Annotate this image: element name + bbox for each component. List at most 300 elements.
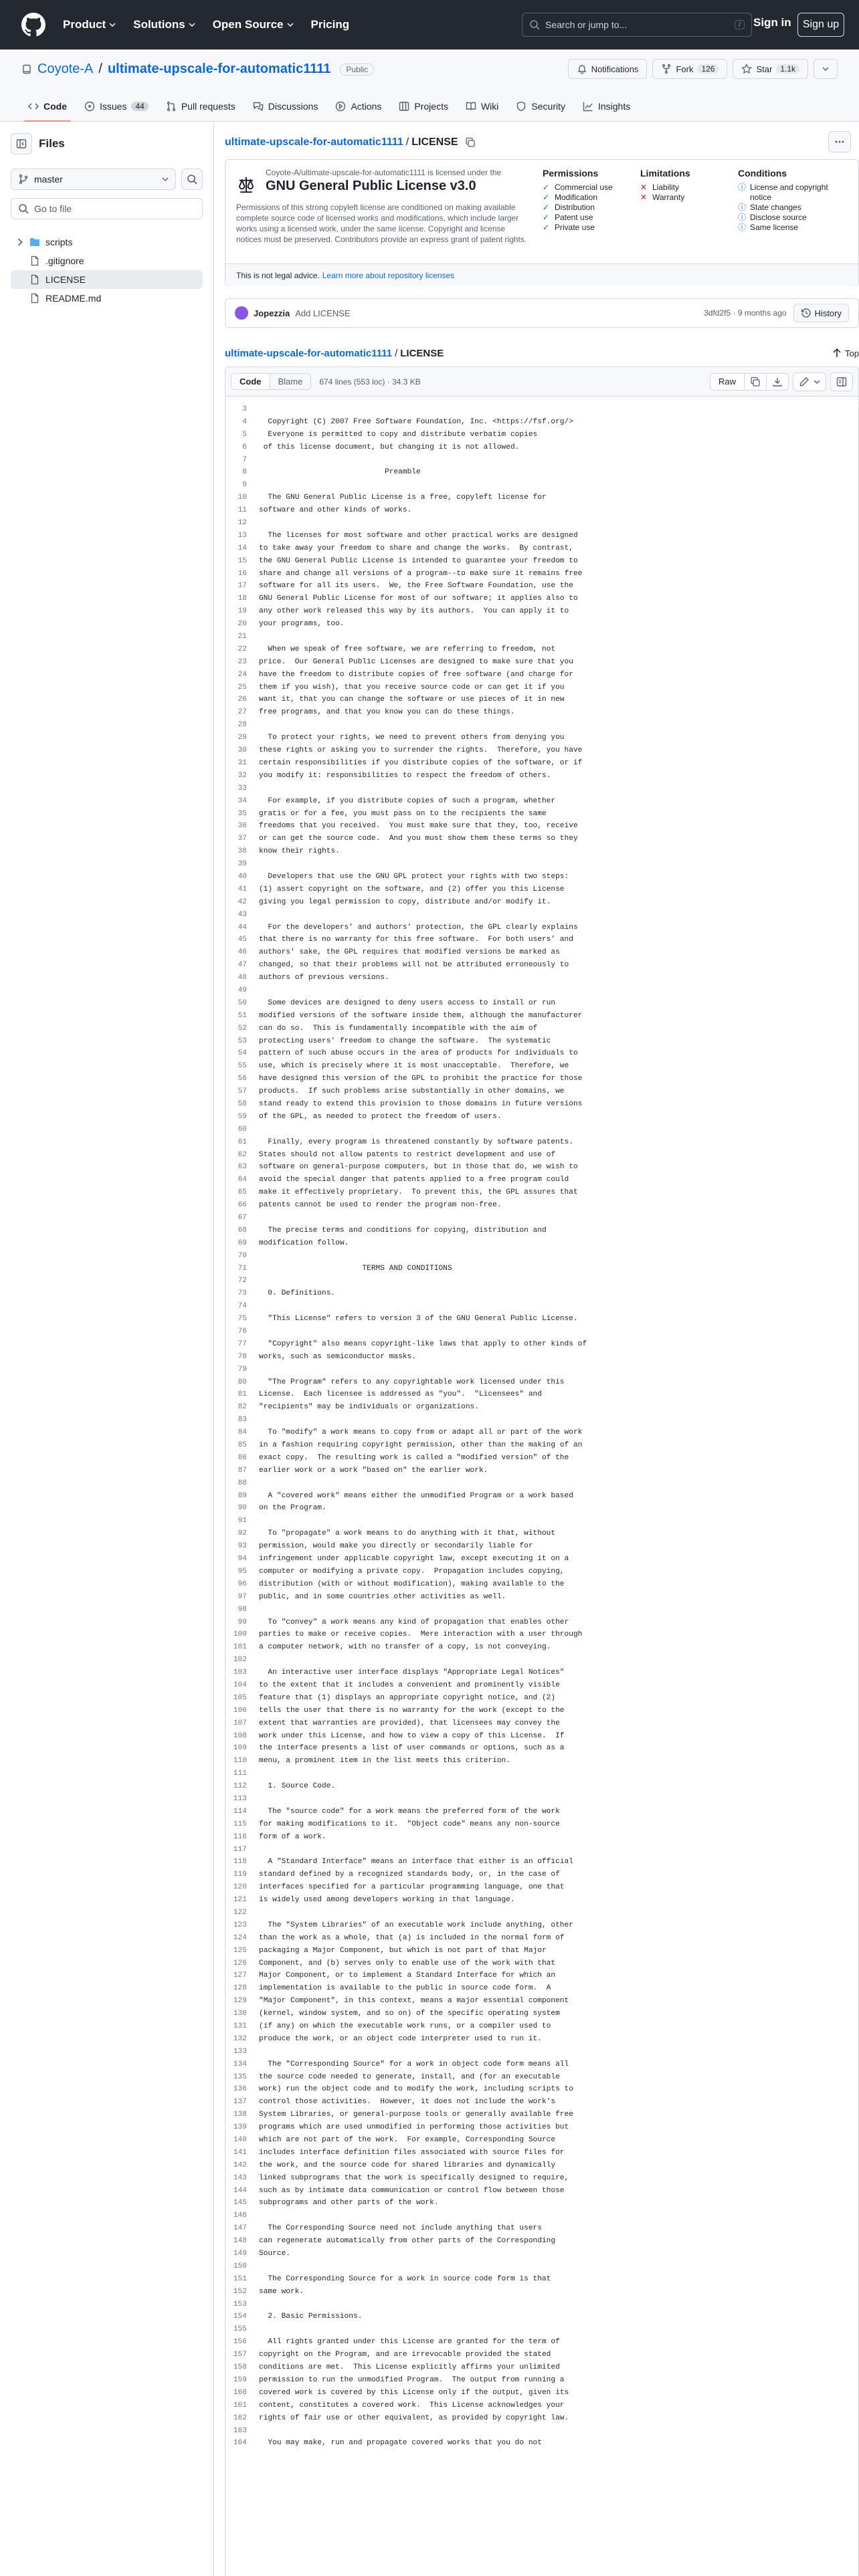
- tab-wiki[interactable]: [459, 91, 505, 122]
- line-number[interactable]: 129: [233, 1997, 247, 2006]
- line-number[interactable]: 120: [233, 1883, 247, 1892]
- line-number[interactable]: 87: [237, 1466, 247, 1475]
- line-number[interactable]: 91: [237, 1517, 247, 1525]
- line-number[interactable]: 132: [233, 2034, 247, 2043]
- edit-file-button[interactable]: [793, 372, 826, 391]
- line-text: System Libraries, or general-purpose tools or generally available free: [259, 2111, 573, 2119]
- line-number[interactable]: 102: [233, 1656, 247, 1665]
- line-number[interactable]: 109: [233, 1744, 247, 1753]
- line-number[interactable]: 104: [233, 1681, 247, 1689]
- code-line: [225, 2260, 858, 2273]
- fork-icon: [661, 64, 672, 74]
- line-number[interactable]: 84: [237, 1428, 247, 1437]
- chevron-down-icon: [814, 379, 820, 385]
- line-text: To "propagate" a work means to do anything with it that, without: [259, 1529, 556, 1538]
- avatar[interactable]: [235, 306, 248, 320]
- nav-pricing[interactable]: [311, 18, 350, 31]
- line-number[interactable]: 12: [237, 519, 247, 528]
- line-number[interactable]: 62: [237, 1150, 247, 1159]
- line-number[interactable]: 159: [233, 2375, 247, 2384]
- license-footer: [225, 263, 858, 286]
- line-number[interactable]: 117: [233, 1845, 247, 1854]
- line-number[interactable]: 121: [233, 1896, 247, 1905]
- line-number[interactable]: 7: [242, 455, 247, 464]
- permissions-title: Permissions: [543, 168, 599, 179]
- line-number[interactable]: 64: [237, 1176, 247, 1184]
- code-line: [225, 1591, 858, 1604]
- line-number[interactable]: 151: [233, 2274, 247, 2283]
- arrow-up-icon: [832, 348, 842, 358]
- line-number[interactable]: 96: [237, 1580, 247, 1588]
- tree-item-scripts[interactable]: [11, 233, 203, 251]
- line-number[interactable]: 5: [242, 430, 247, 439]
- line-number[interactable]: 133: [233, 2047, 247, 2056]
- line-number[interactable]: 80: [237, 1378, 247, 1386]
- line-number[interactable]: 25: [237, 683, 247, 691]
- code-toolbar: [225, 367, 858, 397]
- search-files-button[interactable]: [181, 169, 203, 190]
- go-to-file-input[interactable]: [11, 198, 203, 219]
- code-line: [225, 2387, 858, 2399]
- notifications-button[interactable]: [568, 59, 648, 79]
- line-number[interactable]: 90: [237, 1504, 247, 1513]
- line-text: The Corresponding Source for a work in source code form is that: [259, 2274, 551, 2283]
- code-line: [225, 1010, 858, 1023]
- line-text: avoid the special danger that patents applied to a free program could: [259, 1176, 569, 1184]
- line-number[interactable]: 45: [237, 936, 247, 944]
- condition-label: Disclose source: [750, 213, 807, 222]
- branch-selector[interactable]: [11, 169, 176, 190]
- line-text: The "source code" for a work means the preferred form of the work: [259, 1807, 560, 1816]
- line-number[interactable]: 112: [233, 1782, 247, 1791]
- line-number[interactable]: 78: [237, 1352, 247, 1361]
- line-text: on the Program.: [259, 1504, 326, 1513]
- collapse-sidebar-button[interactable]: [11, 133, 32, 154]
- line-number[interactable]: 48: [237, 974, 247, 982]
- line-number[interactable]: 52: [237, 1024, 247, 1033]
- code-line: [225, 1300, 858, 1313]
- line-number[interactable]: 89: [237, 1491, 247, 1500]
- line-number[interactable]: 3: [242, 405, 247, 413]
- tab-pull-requests-label: Pull requests: [181, 101, 235, 112]
- line-number[interactable]: 76: [237, 1327, 247, 1336]
- line-number[interactable]: 158: [233, 2363, 247, 2372]
- line-text: work under this License, and how to view a copy of this License. If: [259, 1731, 565, 1740]
- line-number[interactable]: 144: [233, 2186, 247, 2195]
- line-number[interactable]: 19: [237, 607, 247, 616]
- line-number[interactable]: 57: [237, 1087, 247, 1096]
- line-number[interactable]: 136: [233, 2085, 247, 2094]
- code-line: [225, 1717, 858, 1730]
- code-line: [225, 896, 858, 909]
- line-number[interactable]: 39: [237, 860, 247, 869]
- line-number[interactable]: 118: [233, 1858, 247, 1866]
- line-text: (1) assert copyright on the software, and (2) offer you this License: [259, 885, 565, 893]
- line-number[interactable]: 71: [237, 1264, 247, 1273]
- line-number[interactable]: 70: [237, 1251, 247, 1260]
- line-number[interactable]: 16: [237, 569, 247, 578]
- line-number[interactable]: 55: [237, 1062, 247, 1071]
- line-number[interactable]: 114: [233, 1807, 247, 1816]
- permission-label: Private use: [555, 223, 595, 232]
- breadcrumb-repo-link[interactable]: ultimate-upscale-for-automatic1111: [225, 136, 403, 148]
- line-number[interactable]: 124: [233, 1933, 247, 1942]
- line-number[interactable]: 123: [233, 1921, 247, 1929]
- line-number[interactable]: 160: [233, 2388, 247, 2397]
- code-line: [225, 845, 858, 858]
- line-number[interactable]: 86: [237, 1453, 247, 1462]
- line-number[interactable]: 85: [237, 1441, 247, 1450]
- line-number[interactable]: 98: [237, 1605, 247, 1614]
- line-number[interactable]: 110: [233, 1757, 247, 1765]
- code-line: [225, 1111, 858, 1123]
- line-number[interactable]: 147: [233, 2224, 247, 2233]
- tree-item-label: .gitignore: [45, 255, 84, 266]
- line-text: To "modify" a work means to copy from or adapt all or part of the work: [259, 1428, 583, 1437]
- line-text: To protect your rights, we need to prevent others from denying you: [259, 734, 565, 742]
- line-number[interactable]: 49: [237, 986, 247, 994]
- line-number[interactable]: 61: [237, 1138, 247, 1146]
- line-number[interactable]: 148: [233, 2237, 247, 2246]
- line-number[interactable]: 17: [237, 582, 247, 591]
- line-number[interactable]: 59: [237, 1112, 247, 1121]
- line-text: patents cannot be used to render the program non-free.: [259, 1201, 502, 1210]
- line-number[interactable]: 125: [233, 1946, 247, 1955]
- line-number[interactable]: 100: [233, 1630, 247, 1639]
- line-number[interactable]: 99: [237, 1618, 247, 1626]
- search-icon: [18, 203, 29, 214]
- line-number[interactable]: 93: [237, 1542, 247, 1551]
- tab-insights[interactable]: [576, 91, 637, 122]
- line-number[interactable]: 163: [233, 2426, 247, 2435]
- line-number[interactable]: 26: [237, 695, 247, 704]
- line-number[interactable]: 14: [237, 544, 247, 552]
- github-logo-icon[interactable]: [21, 13, 45, 37]
- line-number[interactable]: 74: [237, 1302, 247, 1311]
- line-number[interactable]: 8: [242, 468, 247, 477]
- commit-time: 9 months ago: [737, 308, 787, 318]
- line-number[interactable]: 4: [242, 417, 247, 426]
- code-line: [225, 858, 858, 871]
- code-line: [225, 1907, 858, 1919]
- line-number[interactable]: 54: [237, 1049, 247, 1058]
- tab-discussions[interactable]: [246, 91, 325, 122]
- line-number[interactable]: 101: [233, 1643, 247, 1652]
- line-number[interactable]: 69: [237, 1239, 247, 1247]
- line-number[interactable]: 38: [237, 847, 247, 856]
- line-number[interactable]: 131: [233, 2022, 247, 2030]
- nav-pricing-label: Pricing: [310, 18, 350, 31]
- line-number[interactable]: 150: [233, 2262, 247, 2270]
- line-number[interactable]: 67: [237, 1214, 247, 1222]
- code-line: [225, 2311, 858, 2323]
- copy-icon[interactable]: [465, 137, 476, 148]
- line-number[interactable]: 29: [237, 734, 247, 742]
- tree-item-license[interactable]: [11, 270, 203, 289]
- top-link[interactable]: [832, 348, 859, 358]
- fork-button[interactable]: [652, 59, 727, 79]
- line-number[interactable]: 113: [233, 1794, 247, 1803]
- sign-up-button[interactable]: Sign up: [797, 13, 844, 37]
- line-number[interactable]: 115: [233, 1820, 247, 1828]
- line-number[interactable]: 58: [237, 1099, 247, 1108]
- line-number[interactable]: 75: [237, 1315, 247, 1323]
- line-number[interactable]: 94: [237, 1555, 247, 1564]
- line-number[interactable]: 103: [233, 1669, 247, 1677]
- line-number[interactable]: 134: [233, 2060, 247, 2068]
- blame-view-button[interactable]: Blame: [278, 377, 303, 387]
- permission-label: Distribution: [555, 203, 595, 212]
- line-number[interactable]: 107: [233, 1719, 247, 1727]
- line-text: Some devices are designed to deny users access to install or run: [259, 998, 556, 1007]
- line-number[interactable]: 161: [233, 2401, 247, 2409]
- line-number[interactable]: 28: [237, 721, 247, 730]
- line-number[interactable]: 10: [237, 494, 247, 502]
- line-number[interactable]: 9: [242, 481, 247, 490]
- line-number[interactable]: 53: [237, 1037, 247, 1045]
- line-text: "recipients" may be individuals or organizations.: [259, 1403, 479, 1412]
- line-number[interactable]: 36: [237, 822, 247, 831]
- line-text: Developers that use the GNU GPL protect your rights with two steps:: [259, 872, 569, 881]
- line-number[interactable]: 83: [237, 1416, 247, 1424]
- line-number[interactable]: 65: [237, 1188, 247, 1197]
- view-toggle: [231, 373, 311, 390]
- line-number[interactable]: 56: [237, 1075, 247, 1083]
- line-number[interactable]: 43: [237, 910, 247, 919]
- line-number[interactable]: 66: [237, 1201, 247, 1210]
- code-line: [225, 1881, 858, 1894]
- line-text: authors of previous versions.: [259, 974, 389, 982]
- line-number[interactable]: 140: [233, 2136, 247, 2145]
- code-line: [225, 808, 858, 821]
- line-text: them if you wish), that you receive source code or can get it if you: [259, 683, 565, 691]
- tab-pull-requests[interactable]: [159, 91, 242, 122]
- line-number[interactable]: 50: [237, 998, 247, 1007]
- code-line: [225, 1705, 858, 1717]
- line-number[interactable]: 141: [233, 2148, 247, 2157]
- line-text: products. If such problems arise substantially in other domains, we: [259, 1087, 565, 1096]
- symbols-panel-button[interactable]: [830, 372, 853, 391]
- tab-projects[interactable]: [392, 91, 455, 122]
- line-number[interactable]: 22: [237, 645, 247, 653]
- line-number[interactable]: 156: [233, 2338, 247, 2347]
- code-line: [225, 1742, 858, 1755]
- line-number[interactable]: 126: [233, 1959, 247, 1967]
- repo-name-link[interactable]: ultimate-upscale-for-automatic1111: [107, 62, 331, 76]
- line-number[interactable]: 162: [233, 2413, 247, 2422]
- line-number[interactable]: 13: [237, 531, 247, 540]
- line-number[interactable]: 46: [237, 948, 247, 957]
- more-options-button[interactable]: [828, 131, 851, 152]
- line-number[interactable]: 152: [233, 2287, 247, 2296]
- code-line: [225, 618, 858, 631]
- line-text: for making modifications to it. "Object code" means any non-source: [259, 1820, 560, 1828]
- code-line: [225, 2235, 858, 2248]
- tab-actions[interactable]: [328, 91, 388, 122]
- line-number[interactable]: 142: [233, 2161, 247, 2169]
- line-text: TERMS AND CONDITIONS: [259, 1264, 452, 1273]
- line-number[interactable]: 32: [237, 771, 247, 780]
- chevron-down-icon: [109, 21, 116, 28]
- code-line: [225, 643, 858, 656]
- line-number[interactable]: 97: [237, 1592, 247, 1601]
- code-line: [225, 1566, 858, 1578]
- code-line: [225, 681, 858, 694]
- line-text: The Corresponding Source need not include anything that users: [259, 2224, 542, 2233]
- line-text: control those activities. However, it does not include the work's: [259, 2098, 556, 2107]
- search-icon: [187, 174, 197, 185]
- line-number[interactable]: 23: [237, 657, 247, 666]
- tree-item-readme[interactable]: [11, 289, 203, 308]
- line-number[interactable]: 37: [237, 835, 247, 843]
- line-number[interactable]: 20: [237, 620, 247, 629]
- line-number[interactable]: 149: [233, 2250, 247, 2258]
- line-number[interactable]: 135: [233, 2072, 247, 2081]
- line-text: 1. Source Code.: [259, 1782, 336, 1791]
- star-button[interactable]: [733, 59, 808, 79]
- line-number[interactable]: 79: [237, 1365, 247, 1374]
- sign-in-link[interactable]: Sign in: [753, 16, 791, 29]
- code-line: [225, 693, 858, 706]
- line-number[interactable]: 153: [233, 2300, 247, 2309]
- line-text: copyright on the Program, and are irrevocable provided the stated: [259, 2351, 551, 2359]
- line-number[interactable]: 143: [233, 2173, 247, 2182]
- download-raw-button[interactable]: [767, 374, 788, 390]
- star-dropdown-button[interactable]: [814, 59, 838, 79]
- line-number[interactable]: 111: [233, 1769, 247, 1778]
- code-line: [225, 1250, 858, 1263]
- nav-solutions[interactable]: [133, 18, 195, 31]
- line-number[interactable]: 15: [237, 556, 247, 565]
- line-number[interactable]: 106: [233, 1706, 247, 1715]
- line-number[interactable]: 6: [242, 443, 247, 451]
- line-number[interactable]: 34: [237, 796, 247, 805]
- line-number[interactable]: 92: [237, 1529, 247, 1538]
- line-number[interactable]: 27: [237, 708, 247, 717]
- raw-button[interactable]: Raw: [710, 374, 745, 390]
- conditions-title: Conditions: [738, 168, 787, 179]
- line-number[interactable]: 31: [237, 758, 247, 767]
- code-line: [225, 580, 858, 593]
- code-line: [225, 795, 858, 808]
- code-line: [225, 1338, 858, 1351]
- search-input[interactable]: [522, 13, 752, 37]
- limitations-title: Limitations: [640, 168, 690, 179]
- line-number[interactable]: 18: [237, 595, 247, 603]
- line-number[interactable]: 164: [233, 2439, 247, 2448]
- commit-hash[interactable]: 3dfd2f5: [704, 308, 731, 318]
- line-text: Component, and (b) serves only to enable use of the work with that: [259, 1959, 556, 1967]
- line-text: License. Each licensee is addressed as "you". "Licensees" and: [259, 1390, 542, 1399]
- tree-item-gitignore[interactable]: [11, 251, 203, 270]
- code-line: [225, 429, 858, 441]
- search-placeholder: Search or jump to...: [545, 19, 628, 30]
- line-number[interactable]: 154: [233, 2313, 247, 2321]
- commit-meta: [704, 308, 786, 318]
- line-text: programs which are used unmodified in performing those activities but: [259, 2123, 569, 2132]
- line-number[interactable]: 116: [233, 1832, 247, 1841]
- line-number[interactable]: 73: [237, 1289, 247, 1298]
- commit-message[interactable]: Add LICENSE: [295, 308, 351, 318]
- line-number[interactable]: 130: [233, 2010, 247, 2018]
- code-line: [225, 2349, 858, 2361]
- line-number[interactable]: 51: [237, 1011, 247, 1020]
- line-number[interactable]: 47: [237, 961, 247, 970]
- line-number[interactable]: 105: [233, 1693, 247, 1702]
- code-line: [225, 479, 858, 492]
- line-number[interactable]: 30: [237, 746, 247, 755]
- line-number[interactable]: 122: [233, 1908, 247, 1917]
- line-number[interactable]: 72: [237, 1277, 247, 1285]
- line-number[interactable]: 139: [233, 2123, 247, 2132]
- code-line: [225, 2046, 858, 2058]
- commit-author[interactable]: Jopezzia: [254, 308, 290, 318]
- line-number[interactable]: 88: [237, 1479, 247, 1487]
- line-number[interactable]: 145: [233, 2199, 247, 2208]
- line-number[interactable]: 127: [233, 1971, 247, 1980]
- copy-raw-button[interactable]: [745, 374, 767, 390]
- line-number[interactable]: 42: [237, 897, 247, 906]
- nav-product[interactable]: [63, 18, 116, 31]
- line-text: free programs, and that you know you can do these things.: [259, 708, 515, 717]
- line-number[interactable]: 95: [237, 1567, 247, 1576]
- code-line: [225, 2134, 858, 2147]
- line-number[interactable]: 77: [237, 1339, 247, 1348]
- code-line: [225, 1414, 858, 1426]
- line-text: packaging a Major Component, but which is not part of that Major: [259, 1946, 547, 1955]
- line-number[interactable]: 11: [237, 506, 247, 515]
- line-number[interactable]: 146: [233, 2212, 247, 2220]
- tab-code[interactable]: [21, 91, 74, 122]
- history-button[interactable]: [793, 304, 849, 322]
- line-number[interactable]: 155: [233, 2325, 247, 2334]
- line-number[interactable]: 44: [237, 923, 247, 932]
- line-number[interactable]: 81: [237, 1390, 247, 1399]
- line-number[interactable]: 21: [237, 633, 247, 641]
- line-number[interactable]: 41: [237, 885, 247, 893]
- line-number[interactable]: 68: [237, 1226, 247, 1235]
- line-number[interactable]: 24: [237, 670, 247, 679]
- line-text: (if any) on which the executable work runs, or a compiler used to: [259, 2022, 551, 2030]
- x-icon: ✕: [640, 183, 648, 192]
- line-number[interactable]: 40: [237, 872, 247, 881]
- line-number[interactable]: 35: [237, 809, 247, 818]
- code-line: [225, 2109, 858, 2121]
- tab-security[interactable]: [509, 91, 572, 122]
- line-number[interactable]: 137: [233, 2098, 247, 2107]
- line-number[interactable]: 119: [233, 1870, 247, 1879]
- line-number[interactable]: 108: [233, 1731, 247, 1740]
- code-view-button[interactable]: Code: [231, 374, 270, 389]
- line-number[interactable]: 157: [233, 2351, 247, 2359]
- line-text: rights of fair use or other equivalent, as provided by copyright law.: [259, 2413, 569, 2422]
- tab-issues[interactable]: [78, 91, 155, 122]
- line-text: can regenerate automatically from other parts of the Corresponding: [259, 2237, 556, 2246]
- line-text: The GNU General Public License is a free, copyleft license for: [259, 494, 547, 502]
- line-number[interactable]: 128: [233, 1984, 247, 1993]
- file-header-repo-link[interactable]: ultimate-upscale-for-automatic1111: [225, 347, 393, 359]
- code-line: [225, 820, 858, 833]
- line-number[interactable]: 63: [237, 1163, 247, 1172]
- code-line: [225, 1060, 858, 1073]
- line-number[interactable]: 138: [233, 2111, 247, 2119]
- line-number[interactable]: 33: [237, 784, 247, 792]
- nav-open-source[interactable]: [213, 18, 294, 31]
- line-number[interactable]: 82: [237, 1403, 247, 1412]
- learn-more-licenses-link[interactable]: Learn more about repository licenses: [322, 270, 455, 280]
- line-number[interactable]: 60: [237, 1125, 247, 1134]
- repo-owner-link[interactable]: Coyote-A: [37, 62, 94, 76]
